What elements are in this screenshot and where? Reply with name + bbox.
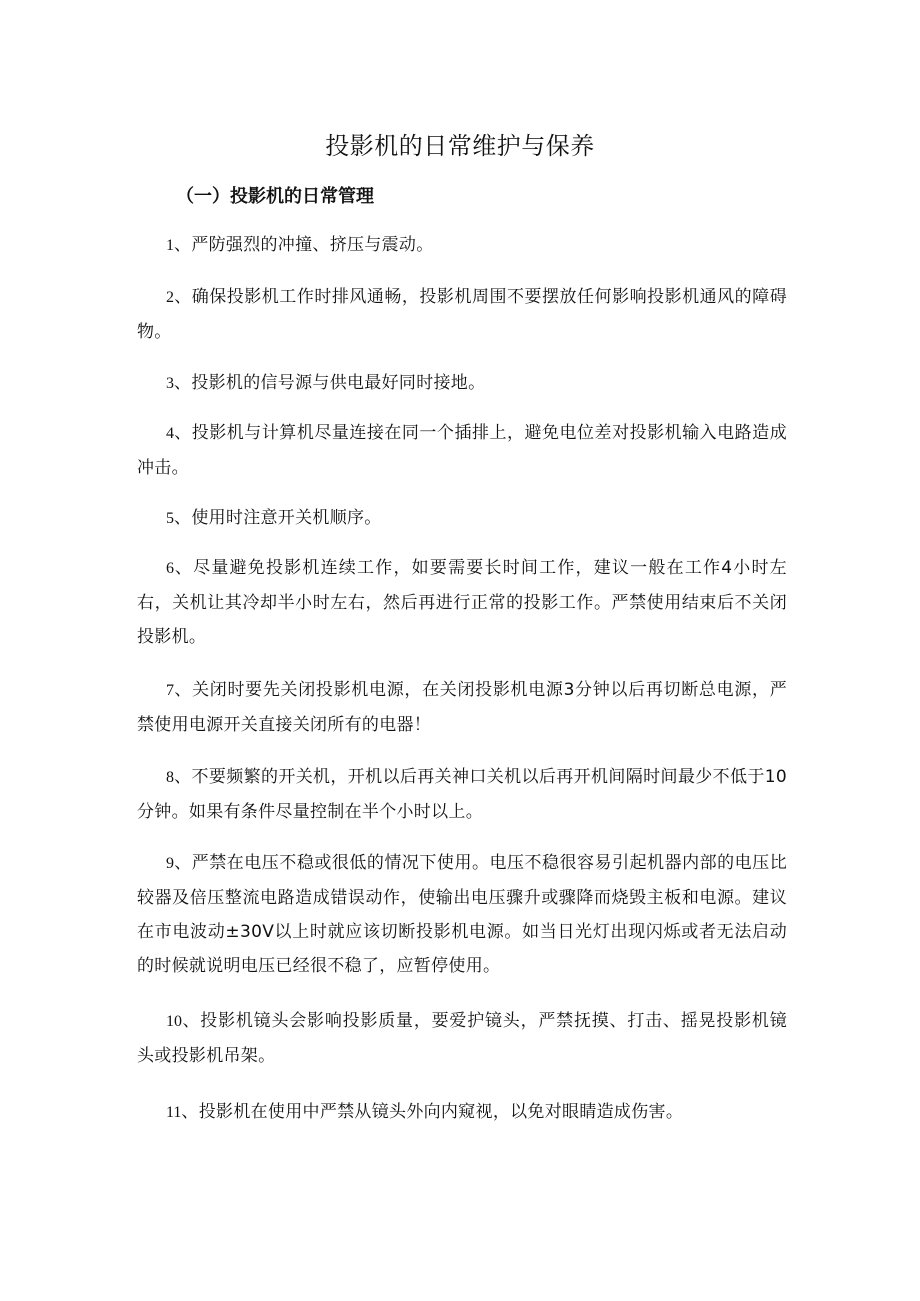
item-text: 不要频繁的开关机，开机以后再关神口关机以后再开机间隔时间最少不低于10分钟。如果有条件尽量控制在半个小时以上。 <box>137 767 787 822</box>
item-separator: 、 <box>174 235 192 255</box>
item-text: 严禁在电压不稳或很低的情况下使用。电压不稳很容易引起机器内部的电压比较器及倍压整流电路造成错误动作，使输出电压骤升或骤降而烧毁主板和电源。建议在市电波动±30V以上时就应该切断投影机电源。如当日光灯出现闪烁或者无法启动的时候就说明电压已经很不稳了，应暂停使用。 <box>137 853 787 976</box>
item-separator: 、 <box>182 1011 201 1031</box>
list-item-10 <box>137 1004 787 1073</box>
item-separator: 、 <box>174 558 194 578</box>
item-text: 使用时注意开关机顺序。 <box>191 508 382 528</box>
item-text: 关闭时要先关闭投影机电源，在关闭投影机电源3分钟以后再切断总电源，严禁使用电源开关直接关闭所有的电器！ <box>137 680 787 735</box>
list-item-5 <box>137 501 787 536</box>
item-number: 1 <box>166 237 174 254</box>
item-separator: 、 <box>174 853 192 873</box>
item-text: 投影机镜头会影响投影质量，要爱护镜头，严禁抚摸、打击、摇晃投影机镜头或投影机吊架。 <box>137 1011 787 1066</box>
item-text: 严防强烈的冲撞、挤压与震动。 <box>191 235 434 255</box>
item-number: 5 <box>166 510 174 527</box>
item-text: 尽量避免投影机连续工作，如要需要长时间工作，建议一般在工作4小时左右，关机让其冷却半小时左右，然后再进行正常的投影工作。严禁使用结束后不关闭投影机。 <box>137 558 787 647</box>
item-number: 7 <box>166 682 174 699</box>
item-separator: 、 <box>181 1102 199 1122</box>
list-item-4 <box>137 416 787 485</box>
list-item-3 <box>137 366 787 401</box>
section-heading: （一）投影机的日常管理 <box>176 186 374 207</box>
list-item-7 <box>137 673 787 742</box>
item-separator: 、 <box>174 287 192 307</box>
item-text: 投影机在使用中严禁从镜头外向内窥视，以免对眼睛造成伤害。 <box>198 1102 684 1122</box>
item-separator: 、 <box>174 373 192 393</box>
list-item-1 <box>137 228 787 263</box>
item-separator: 、 <box>174 767 192 787</box>
item-text: 投影机的信号源与供电最好同时接地。 <box>191 373 486 393</box>
item-number: 6 <box>166 560 174 577</box>
item-text: 投影机与计算机尽量连接在同一个插排上，避免电位差对投影机输入电路造成冲击。 <box>137 423 787 478</box>
item-text: 确保投影机工作时排风通畅，投影机周围不要摆放任何影响投影机通风的障碍物。 <box>137 287 787 342</box>
item-separator: 、 <box>174 680 193 700</box>
item-separator: 、 <box>174 508 192 528</box>
item-number: 8 <box>166 769 174 786</box>
document-title: 投影机的日常维护与保养 <box>325 132 595 160</box>
list-item-6 <box>137 551 787 654</box>
item-number: 11 <box>166 1104 182 1121</box>
list-item-8 <box>137 760 787 829</box>
list-item-11 <box>137 1095 787 1130</box>
item-number: 4 <box>166 425 174 442</box>
item-separator: 、 <box>174 423 192 443</box>
item-number: 9 <box>166 855 174 872</box>
item-number: 10 <box>166 1013 182 1030</box>
list-item-2 <box>137 280 787 349</box>
item-number: 2 <box>166 289 174 306</box>
item-number: 3 <box>166 375 174 392</box>
list-item-9 <box>137 846 787 983</box>
